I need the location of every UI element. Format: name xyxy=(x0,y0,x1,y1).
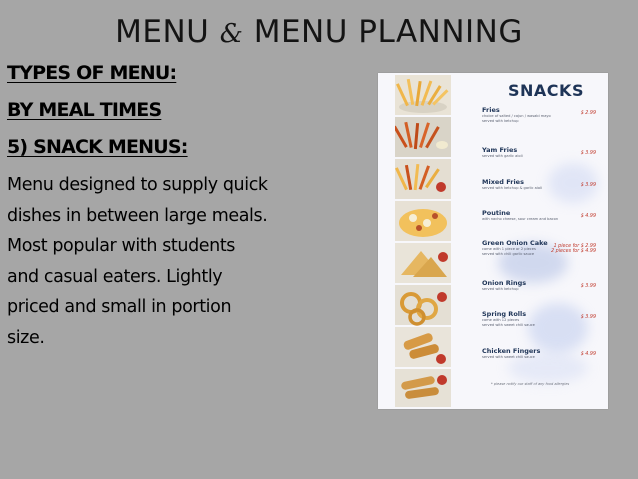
item-desc: served with ketchup xyxy=(482,118,519,123)
mixed-fries-photo xyxy=(395,159,451,199)
description-text xyxy=(7,170,317,353)
heading-types-of-menu: TYPES OF MENU: xyxy=(7,62,177,84)
spring-rolls-photo xyxy=(395,327,451,367)
item-desc: served with ketchup & garlic aioli xyxy=(482,186,543,190)
item-desc: served with ketchup xyxy=(482,287,519,291)
description-line: Most popular with students xyxy=(7,236,236,256)
menu-item xyxy=(482,347,604,360)
item-price: 2 pieces for $ 4.99 xyxy=(551,249,596,254)
menu-item xyxy=(482,279,604,292)
item-price: $ 4.99 xyxy=(580,352,596,357)
item-name: Mixed Fries xyxy=(482,178,524,186)
description-line: and casual eaters. Lightly xyxy=(7,266,223,287)
menu-item xyxy=(482,209,604,222)
title-part-menu-planning: MENU PLANNING xyxy=(253,14,523,50)
description-line: dishes in between large meals. xyxy=(7,205,268,226)
item-price: $ 4.99 xyxy=(580,214,596,219)
title-part-menu: MENU xyxy=(115,14,210,50)
onion-rings-photo xyxy=(395,285,451,325)
item-desc: served with garlic aioli xyxy=(482,154,523,158)
item-price: 1 piece for $ 2.99 xyxy=(553,244,596,249)
item-name: Fries xyxy=(482,106,500,114)
food-photos xyxy=(395,75,451,407)
green-onion-cake-photo xyxy=(395,243,451,283)
chicken-fingers-photo xyxy=(395,369,451,407)
item-desc: come with 12 pieces xyxy=(482,318,520,322)
description-line: size. xyxy=(7,327,45,348)
menu-item xyxy=(482,178,604,191)
item-desc: with nacho cheese, sour cream and bacon xyxy=(482,217,559,221)
slide-title xyxy=(0,14,638,50)
yam-fries-photo xyxy=(395,117,451,157)
heading-snack-menus: 5) SNACK MENUS: xyxy=(7,136,188,158)
fries-photo xyxy=(395,75,451,115)
heading-by-meal-times: BY MEAL TIMES xyxy=(7,99,162,121)
item-name: Green Onion Cake xyxy=(482,239,548,247)
description-line: priced and small in portion xyxy=(7,297,232,317)
description-line: Menu designed to supply quick xyxy=(7,175,268,195)
menu-item xyxy=(482,106,604,123)
item-name: Chicken Fingers xyxy=(482,347,541,355)
title-ampersand: & xyxy=(219,19,244,49)
item-desc: served with chili garlic sauce xyxy=(482,251,535,256)
item-desc: served with sweet chili sauce xyxy=(482,355,535,359)
snack-menu-image xyxy=(378,73,608,409)
allergy-footnote: * please notify our staff of any food allergies xyxy=(491,382,570,386)
item-name: Spring Rolls xyxy=(482,310,527,318)
menu-item xyxy=(482,146,604,159)
food-photo-column xyxy=(395,75,451,407)
menu-item xyxy=(482,310,604,327)
item-price: $ 3.99 xyxy=(580,284,596,289)
item-name: Poutine xyxy=(482,209,511,217)
item-price: $ 3.99 xyxy=(580,315,596,320)
menu-item xyxy=(482,239,604,256)
item-price: $ 2.99 xyxy=(580,111,596,116)
item-price: $ 3.99 xyxy=(580,151,596,156)
item-name: Onion Rings xyxy=(482,279,527,287)
item-name: Yam Fries xyxy=(482,146,518,154)
snacks-title: SNACKS xyxy=(508,81,584,100)
item-desc: served with sweet chili sauce xyxy=(482,322,535,327)
item-desc: come with 1 piece or 2 pieces xyxy=(482,247,536,251)
item-price: $ 3.99 xyxy=(580,183,596,188)
item-desc: choice of salted / cajun / wasabi mayo xyxy=(482,114,551,118)
poutine-photo xyxy=(395,201,451,241)
